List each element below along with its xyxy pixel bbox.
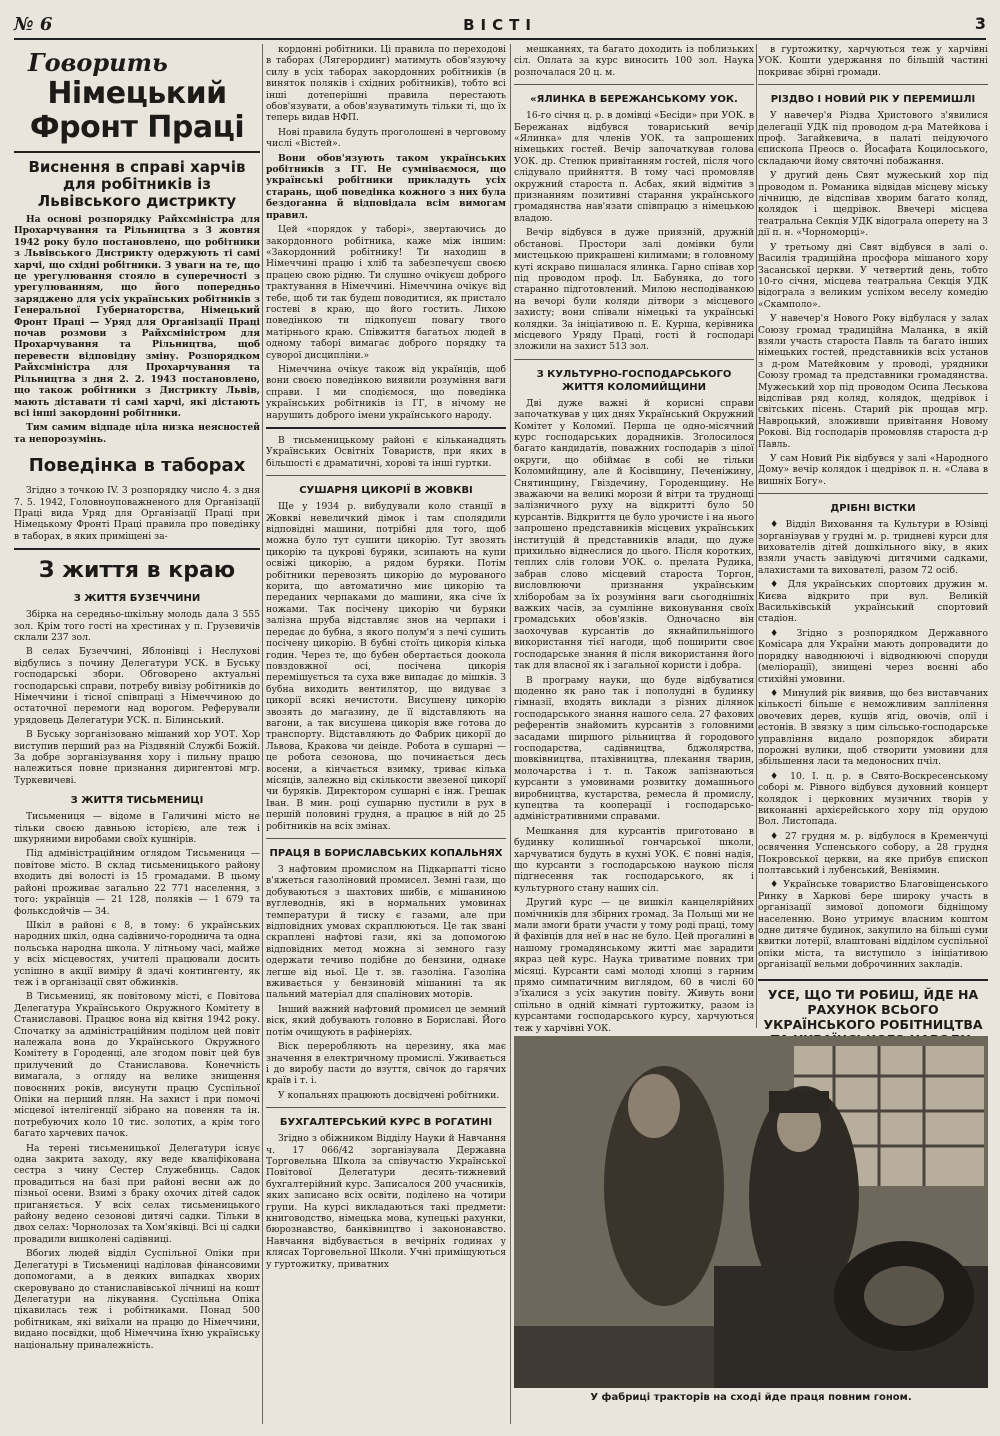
slogan-box: УСЕ, ЩО ТИ РОБИШ, ЙДЕ НА РАХУНОК ВСЬОГО УКРАЇНСЬКОГО РОБІТНИЦТВА <box>758 979 988 1115</box>
article-headline: СУШАРНЯ ЦИКОРІЇ В ЖОВКВІ <box>299 485 473 497</box>
divider <box>758 84 988 85</box>
divider <box>266 1107 506 1108</box>
article-headline: Виснення в справі харчів для робітників із Львівського дистрикту <box>28 158 246 210</box>
paragraph: У другий день Свят мужеський хор під проводом п. Романика відвідав місцеву міську лічницю, де відспівав хворим багато коляд, колядок і щедрівок. Ввечері місцева театральна Секція УДК відограла оперету на 3 дії п. н. «Чорноморці». <box>758 170 988 239</box>
photo-block <box>514 1036 988 1406</box>
column-rule <box>510 44 511 1424</box>
paragraph: Нові правила будуть проголошені в черговому числі «Вістей». <box>266 126 506 150</box>
newspaper-title: ВІСТІ <box>463 16 537 34</box>
page-number: 3 <box>974 14 986 33</box>
article-body <box>14 214 260 445</box>
article-headline: БУХГАЛТЕРСЬКИЙ КУРС В РОГАТИНІ <box>279 1117 493 1129</box>
paragraph: Цей «порядок у таборі», звертаючись до закордонного робітника, каже між іншим: «Закордонний робітнику! Ти находиш в Німеччині працю і хліб та забезпечуєш своєю працею свою рідню. Ти слушно очікуєш доброго трактування в Німеччині. Німеччина очікує від тебе, щоб ти так будеш поводитися, як пристало гостеві в краю, що його гостить. Лихою поведінкою ти підкопуєш повагу твого матірнього краю. Співжиття багатьох людей в одному таборі вимагає доброго порядку та суворої дисципліни.» <box>266 224 506 361</box>
divider <box>758 493 988 494</box>
divider <box>514 359 754 360</box>
paragraph: ♦ Відділ Виховання та Культури в Юзівці зорганізував у грудні м. р. тридневі курси для вихователів дітей дошкільного віку, в яких взяли участь завідуючі дитячими садками, алахистами та вихователі, разом 72 осіб. <box>758 519 988 576</box>
paragraph: У навечер'я Нового Року відбулася у залах Союзу громад традиційна Маланка, в якій взяли участь староста Павль та багато інших німецьких гостей, представників всіх установ з д-ром Матейковим у проводі, урядники Союзу громад та представники громадянства. Мужеський хор під проводом Осипа Леськова відспівав ряд коляд, колядок, щедрівок і світських пісень. Старий рік прощав мгр. Навроцький, зложивши привітання Новому Рокові. Від господарів промовляв староста д-р Павль. <box>758 313 988 450</box>
paragraph: Збірка на середньо-шкільну молодь дала 3 555 зол. Крім того гості на хрестинах у п. Грузевичів склали 237 зол. <box>14 609 260 643</box>
article-headline: ПРАЦЯ В БОРИСЛАВСЬКИХ КОПАЛЬНЯХ <box>269 848 503 859</box>
paragraph: Під адміністраційним оглядом Тисьмениця — повітове місто. В склад тисьменицького району входить дві волості із 15 громадами. В цьому районі проживає загально 22 771 населення, з того: українців — 21 128, поляків — 1 679 та фольксдойчів — 34. <box>14 848 260 917</box>
masthead <box>14 14 986 40</box>
paragraph: Шкіл в районі є 8, в тому: 6 українських народних шкіл, одна садівничо-городнича та одна польська народна школа. У літньому часі, майже у всіх місцевостях, учителі працювали досить успішно в акції виміру й здачі контингенту, як теж і в організації свят обжинків. <box>14 919 260 988</box>
paragraph: В селах Бузеччині, Яблонівці і Неслухові відбулись з почину Делегатури УСК. в Буську господарські збори. Обговорено актуальні господарські справи, потребу вивізу робітників до Німеччини і тісної співпраці з Німеччиною до остаточної перемоги над ворогом. Реферували урядовець Делегатури УСК. п. Білинський. <box>14 646 260 726</box>
divider <box>266 475 506 476</box>
article-headline: РІЗДВО І НОВИЙ РІК У ПЕРЕМИШЛІ <box>770 94 976 106</box>
paragraph: В Тисьмениці, як повітовому місті, є Повітова Делегатура Українського Окружного Комітету в Станиславові. Працює вона від квітня 1942 року. Спочатку за адміністраційним поділом цей повіт належала вона до Українського Окружного Комітету в Городенці, але згодом повіт цей був прилучений до Станиславова. Конечність вимагала, з огляду на велике знищення повоєнних років, висунути працю Суспільної Опіки на перший плян. На захист і при помочі місцевої інтелігенції зібрано на повенян та ін. потребуючих коло 10 тис. золотих, а крім того багато харчевих пачок. <box>14 991 260 1140</box>
article-headline: З КУЛЬТУРНО-ГОСПОДАРСЬКОГО ЖИТТЯ КОЛОМИЙЩИНИ <box>536 368 732 393</box>
column-1 <box>14 44 260 1424</box>
paragraph: З нафтовим промислом на Підкарпатті тісно в'яжеться газоліновий промисел. Земні гази, що добуваються з шахтових шибів, є мішаниною вуглеводнів, які в нормальних умовинах температури й тиску є газами, але при відповідних умовах скраплюються. Це так звані скраплені нафтові гази, які за допомогою відповідних метод можна зі земного газу одержати течиво подібне до бензини, однаке легше від ньої. Це т. зв. газоліна. Газоліна вживається у бензиновій мішанині та як пальний матеріал для спалінових моторів. <box>266 864 506 1001</box>
paragraph: в гуртожитку, харчуються теж у харчівні УОК. Кошти удержання по більшій частині покриває збірні громади. <box>758 44 988 78</box>
paragraph: Вбогих людей відділ Суспільної Опіки при Делегатурі в Тисьмениці наділовав фінансовими допомогами, а в деяких випадках хворих скеровувано до станиславівської лічниці на кошт Делегатури на лікування. Суспільна Опіка цікавилась теж і робітниками. Понад 500 робітникам, які виїхали на працю до Німеччини, видано посвідки, щоб Німеччина їхню українську національну приналежність. <box>14 1248 260 1351</box>
factory-workers-illustration <box>514 1036 988 1388</box>
paragraph: ♦ Згідно з розпорядком Державного Комісара для України мають допровадити до порядку наводнюючі і відводнюючі споруди (меліорації), знищені через воєнні або стихійні умовини. <box>758 627 988 685</box>
paragraph: Другий курс — це вишкіл канцелярійних помічників для збірних громад. За Польщі ми не мали змоги брати участи у тому роді праці, тому й фахівців для неї в нас не було. Цей прогалині в нашому громадянському житті має зарадити якраз цей курс. Наука триватиме повних три місяці. Курсанти самі молоді хлопці з гарним прямо симпатичним виглядом, 60 в числі 60 з'їхалися з усіх закутин повіту. Живуть вони спільно в одній кімнаті гуртожитку, разом із курсантами господарського курсу, харчуються теж у харчівні УОК. <box>514 897 754 1034</box>
paragraph: На основі розпорядку Райхсміністра для Прохарчування та Рільництва з 3 жовтня 1942 року було постановлено, що робітники з Львівського Дистрикту одержують ті самі харчі, що східні робітники. З уваги на те, що це урегулювання стояло в суперечності з урегулюванням, що його попередньо заряджено для усіх українських робітників з Генеральної Губернаторства, Німецький Фронт Праці — Уряд для Організації Праці почав розмови з Райхсміністром для Прохарчування та Рільництва, щоб перевести відповідну зміну. Розпорядком Райхсміністра для Прохарчування та Рільництва з дня 2. 2. 1943 постановлено, що також робітники з Дистрикту Львів, мають діставати ті самі харчі, які дістають всі інші закордонні робітники. <box>14 214 260 419</box>
paragraph: В тисьменицькому районі є кільканадцять Українських Освітніх Товариств, при яких в більшості є драматичні, хорові та інші гуртки. <box>266 435 506 469</box>
paragraph: Віск переробляють на церезину, яка має значення в електричному промислі. Уживається і до виробу пасти до взуття, свічок до гарячих країв і т. і. <box>266 1041 506 1087</box>
paragraph: В програму науки, що буде відбуватися щоденно як рано так і пополудні в будинку гімназії, входять виклади з різних ділянок господарського знання нашого села. 27 фахових референтів знайомить курсантів з головними засадами ширшого рільництва й городового господарства, садівництва, бджолярства, шовківництва, птахівництва, плекання тварин, молочарства і т. п. Також запізнаються курсанти з умовинами розвитку домашнього виробництва, кустарства, ремесла й промислу, купецтва та кооперації і господарсько-адміністративними справами. <box>514 674 754 823</box>
issue-number: № 6 <box>14 14 53 35</box>
paragraph: ♦ Для українських спортових дружин м. Києва відкрито при вул. Великій Васильківській український спортовий стадіон. <box>758 579 988 625</box>
paragraph: 16-го січня ц. р. в домівці «Бесіди» при УОК. в Бережанах відбувся товариський вечір «Ялинка» для членів УОК. та запрошених німецьких гостей. Вечір започаткував голова УОК. др. Степюк привітанням гостей, після чого слідувало прийняття. В тому часі промовляв окружний староста п. Асбах, який відмітив з признанням позитивні старання українського громадянства нав'язати співпрацю з німецькою владою. <box>514 110 754 224</box>
article-headline: ДРІБНІ ВІСТКИ <box>830 503 916 515</box>
paragraph: Інший важний нафтовий промисел це земний віск, який добувають головно в Бориславі. Його потім очищують в рафінеріях. <box>266 1003 506 1038</box>
divider <box>514 84 754 85</box>
paragraph: мешканнях, та багато доходить із поблизьких сіл. Оплата за курс виносить 100 зол. Наука розпочалася 20 ц. м. <box>514 44 754 78</box>
paragraph: Ще у 1934 р. вибудували коло станції в Жовкві невеличкий дімок і там сполядили відповідні машини, потрібні для того, щоб можна було тут сушити цикорію. Тут звозять цикорію та цукрові буряки, зсипають на купи освіжі цикорію, а рядом буряки. Потім робітники перевозять цикорію до мурованого корита, що автоматично миє цикорію та переданих черпаками до машини, яка січе їх ножами. Так посічену цикорію чи буряки залізна шруба відставляє знов на черпаки і передає до бубна, з якого полум'я з печі сушить посічену цикорію. В бубні стоїть цикорія кілька годин. Через те, що бубен обертається доокола повздовжної осі, посічена цикорія перемішується та суха вже випадає до мішків. З бубна виходить вентилятор, що видуває з цикорії всякі нечистоти. Висушену цикорію звозять до магазину, де її відставляють на вагони, а так висушена цикорія вже готова до транспорту. Відставляють до Фабрик цикорії до Львова, Кракова чи деінде. Робота в сушарні — це робота сезонова, що починається десь восени, а кінчається взимку, триває кілька місяців, залежно від скількости звезеної цикорії чи буряків. Директором сушарні є інж. Грешак Іван. В мин. році сушарню пустили в рух в першій половині грудня, а працює в ній до 25 робітників на всіх змінах. <box>266 501 506 832</box>
article-headline: «ЯЛИНКА В БЕРЕЖАНСЬКОМУ УОК. <box>530 94 738 106</box>
paragraph: ♦ 10. I. ц. р. в Свято-Воскресенському соборі м. Рівного відбувся духовний концерт колядок і церковних музичних творів у виконанні архієрейського хору під орудою Вол. Листопада. <box>758 770 988 828</box>
divider <box>266 838 506 839</box>
main-headline: Німецький Фронт Праці <box>29 76 245 145</box>
column-4 <box>758 44 988 1032</box>
divider <box>14 548 260 550</box>
paragraph: Мешкання для курсантів приготовано в будинку колишньої гончарської школи, харчуватися будуть в кухні УОК. Є повні надія, що курсанти з господарською наукою після підгнесення так господарського, як і культурного стану наших сіл. <box>514 825 754 894</box>
paragraph: Дві дуже важні й корисні справи започаткував у цих днях Український Окружний Комітет у Коломиї. Перша це одно-місячний курс господарських дорадників. Зголосилося багато кандидатів, поважних господарів з цілої округи, що обіймає в собі не тільки Коломийщину, але й Косівщину, Печеніжину, Снятинщину, Гвіздечину, Городенщину. Не зважаючи на великі морози й вітри та труднощі залізничного руху на відкритті було 50 курсантів. Відкриття це було урочисте і на нього запрошено представників місцевих українських інституцій й представників влади, що дуже прихильно віднеслися до цього. Після коротких, теплих слів голови УОК. о. прелата Рудика, забрав слово місцевий староста Торгон, висловлюючи признання українським хліборобам за їх розуміння ваги сьогоднішніх важких часів, за сумлінне виконування своїх громадських обов'язків. Одночасно він заохочував курсантів до якнайпильнішого використання тієї нагоди, щоб поширити своє господарське знання й після використання його так для власної як і загальної користи і добра. <box>514 397 754 672</box>
article-headline: Поведінка в таборах <box>28 455 246 477</box>
paragraph: Згідно з точкою IV. 3 розпорядку число 4. з дня 7. 5. 1942, Головноуповажненого для Організації Праці вида Уряд для Організації Праці при Німецькому Фронті Праці правила про поведінку в таборах, в яких приміщені за- <box>14 485 260 542</box>
paragraph: Вони обов'язують таком українських робітників з ГГ. Не сумніваємося, що українські робітники прикладуть усіх старань, щоб поведінка кожного з них була бездоганна й відповідала всім вимогам правил. <box>266 152 506 221</box>
section-headline: З життя в краю <box>38 558 236 584</box>
photo-caption: У фабриці тракторів на сході йде праця повним гоном. <box>590 1392 912 1403</box>
paragraph: В Буську зорганізовано мішаний хор УОТ. Хор виступив перший раз на Різдвяній Службі Божій. За добре зорганізування хору і пильну працю належиться повне признання диригентові мгр. Туркевичеві. <box>14 729 260 786</box>
paragraph: У копальнях працюють досвідчені робітники. <box>278 1089 500 1101</box>
subsection-headline: З ЖИТТЯ БУЗЕЧЧИНИ <box>73 593 201 605</box>
paragraph: Тисьмениця — відоме в Галичині місто не тільки своєю давньою історією, але теж і шкуряними виробами своїх кушнірів. <box>14 811 260 846</box>
paragraph: На терені тисьменицької Делегатури існує одна закрита заходу, яку веде кваліфікована сестра з чину Сестер Служебниць. Садок провадиться на базі при районі весни аж до пізньої осени. Взимі з браку охочих дітей садок приганяється. У всіх селах тисьменицького району ведено сезонові дитячі садки. Тільки в двох селах: Чорнолозах та Хом'яківці. Всі ці садки провадили вишколені садівниці. <box>14 1142 260 1245</box>
paragraph: Вечір відбувся в дуже приязній, дружній обстанові. Простори залі домівки були мистецькою прикрашені килимами; в головному куті яскраво пишалася ялинка. Гарно співав хор під проводом проф. Іл. Бабуняка, до того старанно підготовлений. Милою несподіванкою на вечорі були коляди дітвори з місцевого захисту; вони співали німецькі та українські колядки. За ініціативою п. Е. Курша, керівника місцевого Уряду Праці, гості й господарі зложили на захист 513 зол. <box>514 227 754 353</box>
subsection-headline: З ЖИТТЯ ТИСЬМЕНИЦІ <box>70 795 204 807</box>
paragraph: ♦ Минулий рік виявив, що без виставчаних кількості більше є неможливим заплілення овочевих дерев, кущів ягід, овочів, олії і естонів. В звязку з цим сільсько-господарське управління видало розпорядок збирати порожні вулики, щоб створити умовини для збільшення ласи та медоносних пчіл. <box>758 687 988 768</box>
paragraph: Згідно з обіжником Відділу Науки й Навчання ч. 17 066/42 зорганізувала Державна Торговельна Школа за співучастю Української Повітової Делегатури десять-тижневий бухгалтерійний курс. Записалося 200 учасників, яких записано всіх освіти, поділено на чотири групи. На курсі викладаються такі предмети: книговодство, німецька мова, купецькі рахунки, бюрознавство, банківництво і закононавство. Навчання відбувається в вечірніх годинах у клясах Торговельної Школи. Учні приміщуються у гуртожитку, приватних <box>266 1133 506 1270</box>
column-3 <box>514 44 754 1034</box>
factory-photo <box>514 1036 988 1388</box>
divider <box>266 427 506 429</box>
bold-paragraph <box>266 153 506 221</box>
kicker-headline: Говорить <box>28 48 168 77</box>
paragraph: У сам Новий Рік відбувся у залі «Народного Дому» вечір колядок і щедрівок п. н. «Слава в вишніх Богу». <box>758 453 988 487</box>
paragraph: Німеччина очікує також від українців, щоб вони своєю поведінкою виявили розуміння ваги справи. І ми сподіємося, що поведінка українських робітників із ГГ, в нічому не нарушить доброго імени українського народу. <box>266 363 506 421</box>
column-2 <box>266 44 506 1424</box>
paragraph: кордонні робітники. Ці правила по переходові в таборах (Лягерординг) матимуть обов'язуючу силу в усіх таборах закордонних робітників (в виняток поляків і східних робітників), тобто всі інші дотеперішні правила перестають обов'язувати, а обов'язуватимуть тільки ті, що їх теперь видав НФП. <box>266 44 506 124</box>
column-rule <box>262 44 263 1424</box>
paragraph: У навечер'я Різдва Христового з'явилися делегації УДК під проводом д-ра Матейкова і проф. Загайкевича, в палаті пеідуючого єпископа Преосв о. Йосафата Коцилоського, складаючи йому святочні побажання. <box>758 110 988 167</box>
column-rule <box>756 44 757 1028</box>
paragraph: ♦ 27 грудня м. р. відбулося в Кременчуці освячення Успенського собору, а 28 грудня Покровської церкви, на яке прибув єпископ полтавський і лубенський, Веніямин. <box>758 830 988 876</box>
paragraph: Тим самим відпаде ціла низка неясностей та непорозумінь. <box>14 422 260 445</box>
paragraph: У третьому дні Свят відбувся в залі о. Василія традиційна просфора мішаного хору Засанської церкви. У четвертий день, тобто 10-го січня, місцева театральна Секція УДК відограла з великим успіхом веселу комедію «Скамполо». <box>758 241 988 310</box>
divider <box>14 151 260 153</box>
paragraph: ♦ Українське товариство Благовіщенського Ринку в Харкові бере широку участь в організації зимової допомоги бідніщому населенню. Воно утримує власним коштом одне дитяче будинок, закупило на більші суми квитки лотерії, влаштовані відділом суспільної опіки міста, та виступило з ініціативою організації вельми доброчинних закладів. <box>758 879 988 971</box>
